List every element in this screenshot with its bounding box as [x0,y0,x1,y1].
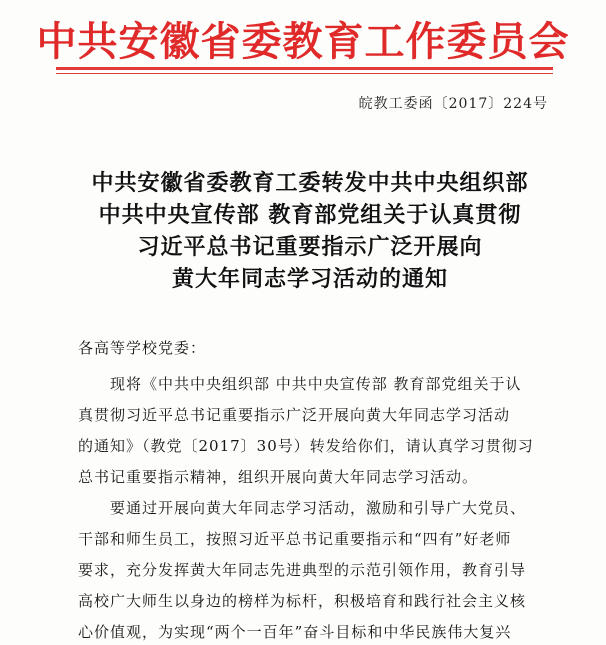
salutation: 各高等学校党委： [78,339,207,357]
body-text-line: 真贯彻习近平总书记重要指示广泛开展向黄大年同志学习活动 [78,406,511,424]
body-text-line: 心价值观，为实现“两个一百年”奋斗目标和中华民族伟大复兴 [78,623,512,641]
red-divider-thick [56,67,553,70]
body-text-line: 总书记重要指示精神，组织开展向黄大年同志学习活动。 [78,468,479,486]
body-text-line: 要求，充分发挥黄大年同志先进典型的示范引领作用，教育引导 [78,561,527,579]
title-line: 中共中央宣传部 教育部党组关于认真贯彻 [98,203,522,228]
title-line: 中共安徽省委教育工委转发中共中央组织部 [91,171,529,196]
body-text-line: 高校广大师生以身边的榜样为标杆，积极培育和践行社会主义核 [78,592,527,610]
body-text-line: 干部和师生员工，按照习近平总书记重要指示和“四有”好老师 [78,530,512,548]
document-title [40,168,580,296]
body-text-line: 要通过开展向黄大年同志学习活动，激励和引导广大党员、 [110,499,527,517]
title-line: 习近平总书记重要指示广泛开展向 [137,235,483,260]
body-text-line: 现将《中共中央组织部 中共中央宣传部 教育部党组关于认 [110,375,522,393]
title-line: 黄大年同志学习活动的通知 [171,267,448,292]
body-text-line: 的通知》（教党〔2017〕30号）转发给你们，请认真学习贯彻习 [78,437,534,455]
document-number: 皖教工委函〔2017〕224号 [358,96,548,112]
issuing-organization-header: 中共安徽省委教育工作委员会 [36,18,570,65]
red-divider-thin [56,73,553,74]
